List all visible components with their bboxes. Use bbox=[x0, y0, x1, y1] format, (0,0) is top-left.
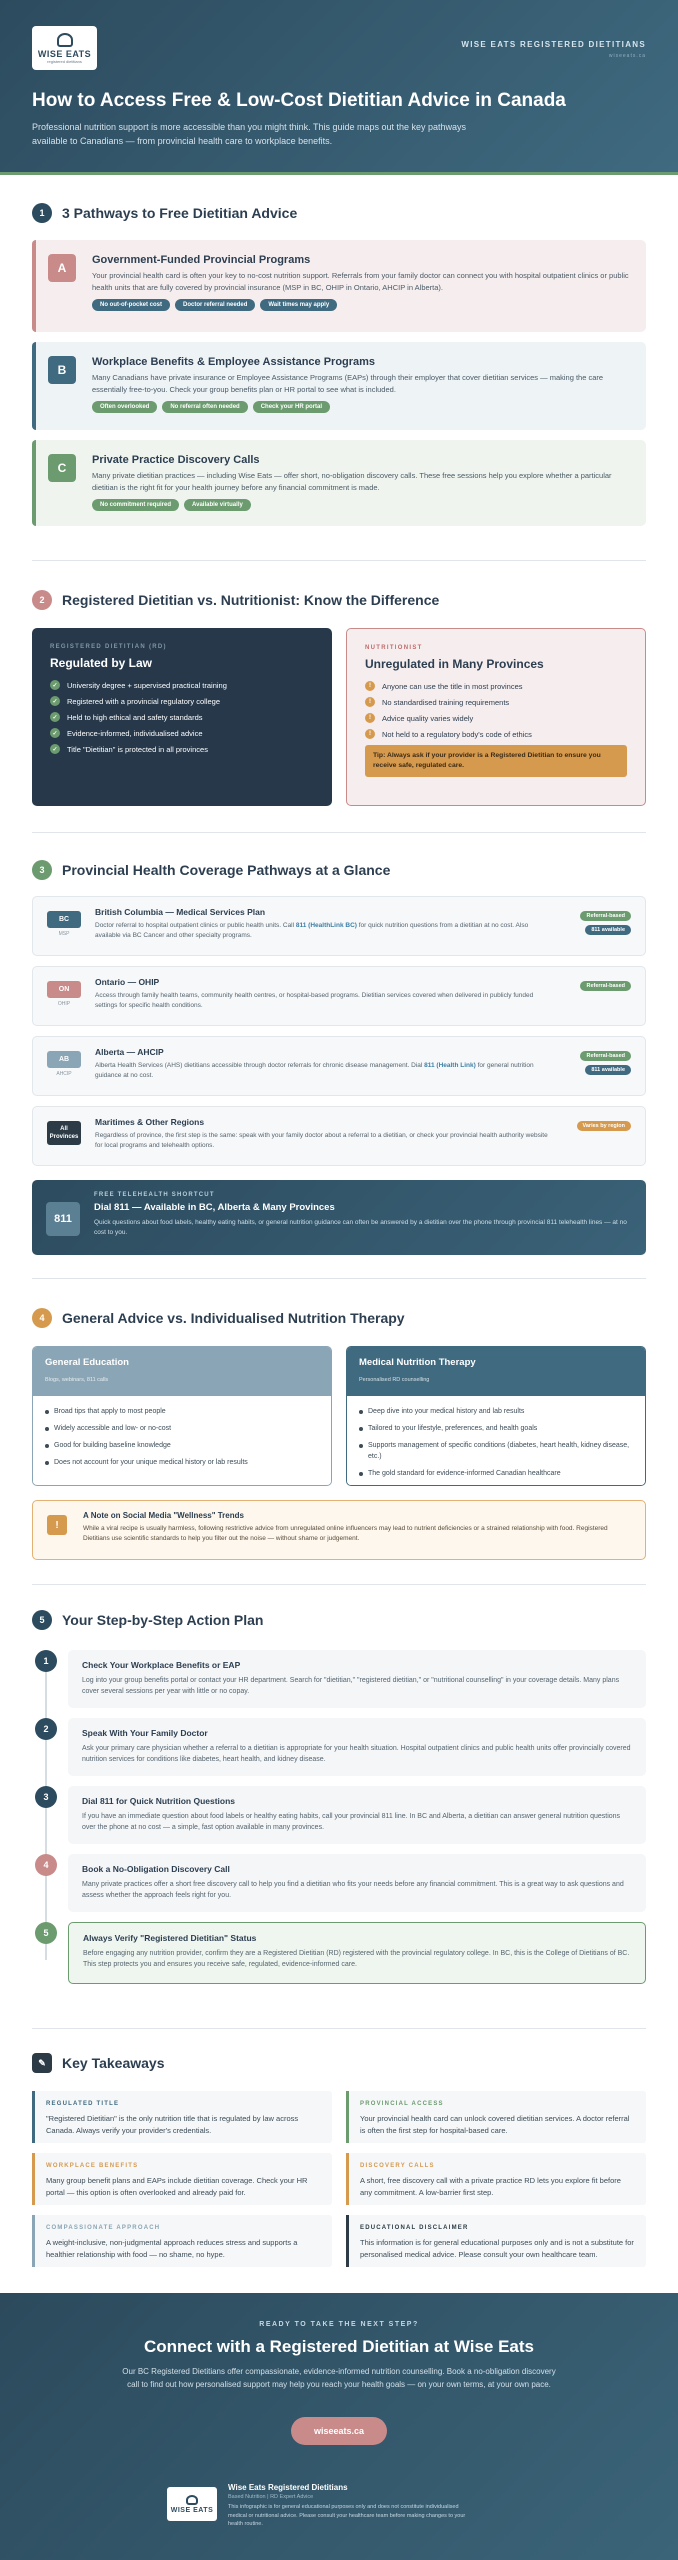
tag: No commitment required bbox=[92, 499, 179, 511]
nut-item-text: Anyone can use the title in most provinces bbox=[382, 681, 523, 691]
card-letter-badge: C bbox=[48, 454, 76, 482]
footer-title: Connect with a Registered Dietitian at Wise Eats bbox=[144, 2337, 534, 2356]
province-text-b: for quick nutrition questions from a dietitian at no cost. Also available via BC Cancer and other specialty programs. bbox=[95, 922, 529, 939]
tag: Varies by region bbox=[577, 1121, 632, 1131]
card-accent-bar bbox=[32, 342, 36, 430]
nut-item bbox=[365, 697, 627, 707]
nut-item-text: Not held to a regulatory body's code of ethics bbox=[382, 729, 532, 739]
hero-header bbox=[0, 0, 678, 175]
section-pathways bbox=[32, 203, 646, 543]
province-abbr: ON bbox=[47, 981, 81, 998]
page-title: How to Access Free & Low-Cost Dietitian Advice in Canada bbox=[32, 90, 566, 111]
list-item: Deep dive into your medical history and lab results bbox=[359, 1406, 633, 1417]
rd-item bbox=[50, 728, 314, 738]
mnt-sub: Personalised RD counselling bbox=[359, 1377, 430, 1383]
general-list bbox=[33, 1396, 331, 1484]
takeaway-bar bbox=[32, 2153, 35, 2205]
general-header bbox=[33, 1347, 331, 1396]
takeaway-provincial-access bbox=[346, 2091, 646, 2143]
takeaway-label: PROVINCIAL ACCESS bbox=[360, 2101, 444, 2107]
province-title: Maritimes & Other Regions bbox=[95, 1117, 205, 1127]
nut-item-text: Advice quality varies widely bbox=[382, 713, 474, 723]
province-title: Ontario — OHIP bbox=[95, 977, 160, 987]
province-abbr: All Provinces bbox=[47, 1121, 81, 1145]
section-title: General Advice vs. Individualised Nutrition Therapy bbox=[62, 1310, 405, 1326]
section-title: Registered Dietitian vs. Nutritionist: Know the Difference bbox=[62, 592, 440, 608]
step-number: 2 bbox=[35, 1718, 57, 1740]
telehealth-text: Quick questions about food labels, healthy eating habits, or general nutrition guidance can often be answered by a dietitian over the phone through provincial 811 telehealth lines — at no cost to you. bbox=[94, 1219, 627, 1236]
telehealth-shortcut bbox=[32, 1180, 646, 1255]
section-number: 1 bbox=[32, 203, 52, 223]
province-text: Access through family health teams, community health centres, or hospital-based programs. Dietitian services covered when delivered in publicly funded settings for specific health conditions. bbox=[95, 992, 534, 1009]
takeaway-label: REGULATED TITLE bbox=[46, 2101, 120, 2107]
takeaway-workplace-benefits bbox=[32, 2153, 332, 2205]
step-number: 4 bbox=[35, 1854, 57, 1876]
takeaway-compassionate-approach bbox=[32, 2215, 332, 2267]
warning-icon: ! bbox=[365, 681, 375, 691]
step-text: Before engaging any nutrition provider, confirm they are a Registered Dietitian (RD) registered with the provincial regulatory college. In BC, this is the College of Dietitians of BC. This step protects you and ensures you receive safe, regulated, evidence-informed care. bbox=[83, 1950, 630, 1968]
takeaway-bar bbox=[346, 2153, 349, 2205]
step-title: Check Your Workplace Benefits or EAP bbox=[82, 1660, 241, 1670]
section-number: 2 bbox=[32, 590, 52, 610]
card-tags bbox=[92, 499, 634, 511]
warning-icon: ! bbox=[365, 713, 375, 723]
nutritionist-title: Unregulated in Many Provinces bbox=[365, 657, 544, 671]
warning-icon: ! bbox=[365, 729, 375, 739]
step-title: Always Verify "Registered Dietitian" Status bbox=[83, 1933, 257, 1943]
general-title: General Education bbox=[45, 1357, 129, 1368]
check-icon: ✓ bbox=[50, 696, 60, 706]
logo-mark-icon bbox=[186, 2495, 198, 2505]
tag: Referral-based bbox=[580, 981, 631, 991]
edit-icon: ✎ bbox=[32, 2053, 52, 2073]
tag: No referral often needed bbox=[162, 401, 247, 413]
list-item: Widely accessible and low- or no-cost bbox=[45, 1423, 319, 1434]
card-title: Private Practice Discovery Calls bbox=[92, 454, 260, 466]
card-letter-badge: B bbox=[48, 356, 76, 384]
step-box bbox=[68, 1718, 646, 1776]
step-text: If you have an immediate question about food labels or healthy eating habits, call your provincial 811 line. In BC and Alberta, a dietitian can answer general nutrition questions over the phone at no cost — a simple, fast option available in many provinces. bbox=[82, 1813, 621, 1831]
logo-mark-icon bbox=[57, 33, 73, 47]
step-box bbox=[68, 1922, 646, 1984]
takeaway-text: This information is for general educational purposes only and is not a substitute for personalised medical advice. Please consult your own healthcare team. bbox=[360, 2238, 634, 2259]
pathway-card-c bbox=[32, 440, 646, 526]
province-text-b: for general nutrition guidance at no cost. bbox=[95, 1062, 534, 1079]
province-text: Regardless of province, the first step is the same: speak with your family doctor about a referral to a dietitian, or check your provincial health authority website for local programs and telehealth options. bbox=[95, 1132, 548, 1149]
tag: Available virtually bbox=[184, 499, 251, 511]
hero-brand-url: wiseeats.ca bbox=[608, 53, 646, 59]
section-number: 5 bbox=[32, 1610, 52, 1630]
list-item: Broad tips that apply to most people bbox=[45, 1406, 319, 1417]
step-box bbox=[68, 1786, 646, 1844]
mnt-header bbox=[347, 1347, 645, 1396]
takeaway-label: DISCOVERY CALLS bbox=[360, 2163, 435, 2169]
section-title: 3 Pathways to Free Dietitian Advice bbox=[62, 205, 298, 221]
section-number: 4 bbox=[32, 1308, 52, 1328]
step-text: Ask your primary care physician whether a referral to a dietitian is appropriate for your health situation. Hospital outpatient clinics and public health units offer provincially covered nutrition services for conditions like diabetes, heart health, and kidney disease. bbox=[82, 1745, 631, 1763]
section-title: Your Step-by-Step Action Plan bbox=[62, 1612, 264, 1628]
tag: Often overlooked bbox=[92, 401, 157, 413]
footer-cta bbox=[0, 2293, 678, 2560]
note-text: While a viral recipe is usually harmless, following restrictive advice from unregulated online influencers may lead to nutrient deficiencies or a strained relationship with food. Registered Dietitians use scientific standards to help you filter out the noise — without shame or judgement. bbox=[83, 1525, 608, 1542]
section-title: Provincial Health Coverage Pathways at a Glance bbox=[62, 862, 391, 878]
tag: No out-of-pocket cost bbox=[92, 299, 170, 311]
nutritionist-label: NUTRITIONIST bbox=[365, 645, 423, 651]
rd-panel bbox=[32, 628, 332, 806]
card-text: Your provincial health card is often your key to no-cost nutrition support. Referrals from your family doctor can connect you with hospital outpatient clinics or public health units that are fully covered by provincial insurance (MSP in BC, OHIP in Ontario, AHCIP in Alberta). bbox=[92, 271, 629, 292]
takeaway-educational-disclaimer bbox=[346, 2215, 646, 2267]
rd-item bbox=[50, 744, 314, 754]
hero-brand-tag: WISE EATS REGISTERED DIETITIANS bbox=[461, 40, 646, 49]
step-title: Book a No-Obligation Discovery Call bbox=[82, 1864, 230, 1874]
nutritionist-panel bbox=[346, 628, 646, 806]
footer-text: Our BC Registered Dietitians offer compassionate, evidence-informed nutrition counselling. Book a no-obligation discovery call to find out how personalised support may help you reach your health goals — on your own terms, at your own pace. bbox=[122, 2367, 556, 2389]
card-text: Many private dietitian practices — including Wise Eats — offer short, no-obligation discovery calls. These free sessions help you explore whether a particular dietitian is the right fit for your health journey before any financial commitment is made. bbox=[92, 471, 612, 492]
tag: Referral-based bbox=[580, 911, 631, 921]
list-item: Tailored to your lifestyle, preferences, and health goals bbox=[359, 1423, 633, 1434]
province-abbr: AB bbox=[47, 1051, 81, 1068]
section-divider bbox=[32, 1278, 646, 1279]
card-text: Many Canadians have private insurance or Employee Assistance Programs (EAPs) through their employer that cover dietitian services — making the care essentially free-to-you. Check your group benefits plan or HR portal to see what is included. bbox=[92, 373, 604, 394]
province-card-ab bbox=[32, 1036, 646, 1096]
province-text bbox=[95, 921, 555, 941]
rd-item bbox=[50, 696, 314, 706]
telehealth-number-badge: 811 bbox=[46, 1202, 80, 1236]
check-icon: ✓ bbox=[50, 680, 60, 690]
rd-item-text: Title "Dietitian" is protected in all provinces bbox=[67, 744, 208, 754]
province-plan: OHIP bbox=[57, 1001, 71, 1007]
section-number: 3 bbox=[32, 860, 52, 880]
rd-label: REGISTERED DIETITIAN (RD) bbox=[50, 644, 167, 650]
rd-title: Regulated by Law bbox=[50, 656, 153, 670]
province-tags bbox=[577, 1121, 632, 1131]
province-card-bc bbox=[32, 896, 646, 956]
pathway-card-b bbox=[32, 342, 646, 430]
takeaway-text: A short, free discovery call with a private practice RD lets you explore fit before any commitment. A low-barrier first step. bbox=[360, 2176, 621, 2197]
logo-text: WISE EATS bbox=[37, 48, 92, 59]
telehealth-title: Dial 811 — Available in BC, Alberta & Many Provinces bbox=[94, 1202, 335, 1213]
footer-logo bbox=[167, 2487, 217, 2521]
province-plan: MSP bbox=[58, 931, 70, 937]
footer-info bbox=[228, 2483, 468, 2529]
section-provincial-coverage bbox=[32, 860, 646, 1260]
step-3 bbox=[32, 1786, 646, 1844]
step-number: 1 bbox=[35, 1650, 57, 1672]
rd-item-text: University degree + supervised practical training bbox=[67, 680, 227, 690]
nutritionist-tip: Tip: Always ask if your provider is a Registered Dietitian to ensure you receive safe, regulated care. bbox=[365, 745, 627, 777]
step-2 bbox=[32, 1718, 646, 1776]
province-tags bbox=[580, 1051, 631, 1075]
logo-text: WISE EATS bbox=[170, 2506, 214, 2514]
takeaway-text: Many group benefit plans and EAPs include dietitian coverage. Check your HR portal — this option is often overlooked and already paid for. bbox=[46, 2176, 308, 2197]
website-button[interactable]: wiseeats.ca bbox=[291, 2417, 387, 2445]
step-text: Log into your group benefits portal or contact your HR department. Search for "dietitian," "registered dietitian," or "nutritional counselling" in your coverage details. Many plans cover several sessions per year with little or no copay. bbox=[82, 1677, 620, 1695]
check-icon: ✓ bbox=[50, 712, 60, 722]
tag: Referral-based bbox=[580, 1051, 631, 1061]
province-text-a: Alberta Health Services (AHS) dietitians accessible through doctor referrals for chronic disease management. Dial bbox=[95, 1062, 425, 1069]
section-general-vs-mnt bbox=[32, 1308, 646, 1598]
takeaway-bar bbox=[346, 2215, 349, 2267]
nut-item bbox=[365, 713, 627, 723]
province-text bbox=[95, 1061, 555, 1081]
step-title: Dial 811 for Quick Nutrition Questions bbox=[82, 1796, 236, 1806]
section-header bbox=[32, 1610, 646, 1630]
card-title: Workplace Benefits & Employee Assistance Programs bbox=[92, 356, 376, 368]
card-tags bbox=[92, 401, 634, 413]
page-intro: Professional nutrition support is more accessible than you might think. This guide maps out the key pathways available to Canadians — from provincial health care to workplace benefits. bbox=[32, 122, 467, 146]
step-title: Speak With Your Family Doctor bbox=[82, 1728, 208, 1738]
nut-item-text: No standardised training requirements bbox=[382, 697, 510, 707]
rd-item-text: Held to high ethical and safety standards bbox=[67, 712, 203, 722]
step-1 bbox=[32, 1650, 646, 1708]
tag: Doctor referral needed bbox=[175, 299, 255, 311]
wellness-trends-note bbox=[32, 1500, 646, 1560]
section-header bbox=[32, 1308, 646, 1328]
takeaway-text: A weight-inclusive, non-judgmental approach reduces stress and supports a healthier relationship with food — no shame, no hype. bbox=[46, 2238, 298, 2259]
alert-icon: ! bbox=[47, 1515, 67, 1535]
section-rd-vs-nutritionist bbox=[32, 590, 646, 820]
section-action-plan bbox=[32, 1610, 646, 2010]
general-sub: Blogs, webinars, 811 calls bbox=[45, 1377, 109, 1383]
card-accent-bar bbox=[32, 440, 36, 526]
footer-company-name: Wise Eats Registered Dietitians bbox=[228, 2483, 348, 2492]
province-card-on bbox=[32, 966, 646, 1026]
footer-company-sub: Based Nutrition | RD Expert Advice bbox=[228, 2494, 314, 2500]
step-box bbox=[68, 1854, 646, 1912]
section-header bbox=[32, 590, 646, 610]
nut-item bbox=[365, 729, 627, 739]
step-box bbox=[68, 1650, 646, 1708]
takeaway-label: COMPASSIONATE APPROACH bbox=[46, 2225, 161, 2231]
note-title: A Note on Social Media "Wellness" Trends bbox=[83, 1511, 244, 1520]
province-tags bbox=[580, 911, 631, 935]
takeaway-bar bbox=[32, 2215, 35, 2267]
takeaway-bar bbox=[346, 2091, 349, 2143]
rd-item-text: Evidence-informed, individualised advice bbox=[67, 728, 203, 738]
rd-item bbox=[50, 680, 314, 690]
section-header bbox=[32, 2053, 646, 2073]
footer-label: READY TO TAKE THE NEXT STEP? bbox=[259, 2321, 419, 2328]
nut-item bbox=[365, 681, 627, 691]
tag: Wait times may apply bbox=[260, 299, 337, 311]
section-divider bbox=[32, 1584, 646, 1585]
list-item: The gold standard for evidence-informed Canadian healthcare bbox=[359, 1468, 633, 1479]
healthlink-reference: 811 (HealthLink BC) bbox=[295, 922, 357, 929]
province-plan: AHCIP bbox=[56, 1071, 72, 1077]
card-accent-bar bbox=[32, 240, 36, 332]
list-item: Good for building baseline knowledge bbox=[45, 1440, 319, 1451]
mnt-list bbox=[347, 1396, 645, 1486]
card-title: Government-Funded Provincial Programs bbox=[92, 254, 311, 266]
check-icon: ✓ bbox=[50, 744, 60, 754]
wise-eats-logo bbox=[32, 26, 97, 70]
step-text: Many private practices offer a short free discovery call to help you find a dietitian who fits your needs before any financial commitment. This is a great way to ask questions and assess whether the approach feels right for you. bbox=[82, 1881, 624, 1899]
step-number: 5 bbox=[35, 1922, 57, 1944]
logo-sub: registered dietitians bbox=[47, 58, 82, 64]
mnt-panel bbox=[346, 1346, 646, 1486]
healthlink-reference: 811 (Health Link) bbox=[424, 1062, 476, 1069]
takeaway-label: EDUCATIONAL DISCLAIMER bbox=[360, 2225, 469, 2231]
takeaway-bar bbox=[32, 2091, 35, 2143]
telehealth-label: FREE TELEHEALTH SHORTCUT bbox=[94, 1192, 215, 1198]
list-item: Does not account for your unique medical history or lab results bbox=[45, 1457, 319, 1468]
section-header bbox=[32, 860, 646, 880]
takeaway-label: WORKPLACE BENEFITS bbox=[46, 2163, 139, 2169]
takeaway-text: "Registered Dietitian" is the only nutrition title that is regulated by law across Canada. Always verify your provider's credentials. bbox=[46, 2114, 299, 2135]
rd-item bbox=[50, 712, 314, 722]
province-title: Alberta — AHCIP bbox=[95, 1047, 164, 1057]
section-divider bbox=[32, 2028, 646, 2029]
takeaway-regulated-title bbox=[32, 2091, 332, 2143]
list-item: Supports management of specific conditions (diabetes, heart health, kidney disease, etc.) bbox=[359, 1440, 633, 1462]
footer-disclaimer: This infographic is for general educational purposes only and does not constitute individualised medical or nutritional advice. Please consult your healthcare team before making changes to your health routine. bbox=[228, 2504, 466, 2527]
section-key-takeaways bbox=[32, 2053, 646, 2283]
takeaway-discovery-calls bbox=[346, 2153, 646, 2205]
province-abbr: BC bbox=[47, 911, 81, 928]
general-education-panel bbox=[32, 1346, 332, 1486]
province-text-a: Doctor referral to hospital outpatient clinics or public health units. Call bbox=[95, 922, 296, 929]
section-divider bbox=[32, 560, 646, 561]
pathway-card-a bbox=[32, 240, 646, 332]
step-5 bbox=[32, 1922, 646, 1984]
step-number: 3 bbox=[35, 1786, 57, 1808]
hero-accent-bar bbox=[0, 172, 678, 175]
section-divider bbox=[32, 832, 646, 833]
section-title: Key Takeaways bbox=[62, 2055, 165, 2071]
rd-item-text: Registered with a provincial regulatory college bbox=[67, 696, 220, 706]
mnt-title: Medical Nutrition Therapy bbox=[359, 1357, 476, 1368]
step-4 bbox=[32, 1854, 646, 1912]
card-letter-badge: A bbox=[48, 254, 76, 282]
province-card-other bbox=[32, 1106, 646, 1166]
tag: 811 available bbox=[585, 1065, 631, 1075]
province-tags bbox=[580, 981, 631, 991]
card-tags bbox=[92, 299, 634, 311]
warning-icon: ! bbox=[365, 697, 375, 707]
tag: 811 available bbox=[585, 925, 631, 935]
takeaway-text: Your provincial health card can unlock covered dietitian services. A doctor referral is often the first step for hospital-based care. bbox=[360, 2114, 630, 2135]
section-header bbox=[32, 203, 646, 223]
check-icon: ✓ bbox=[50, 728, 60, 738]
province-title: British Columbia — Medical Services Plan bbox=[95, 907, 266, 917]
tag: Check your HR portal bbox=[253, 401, 330, 413]
